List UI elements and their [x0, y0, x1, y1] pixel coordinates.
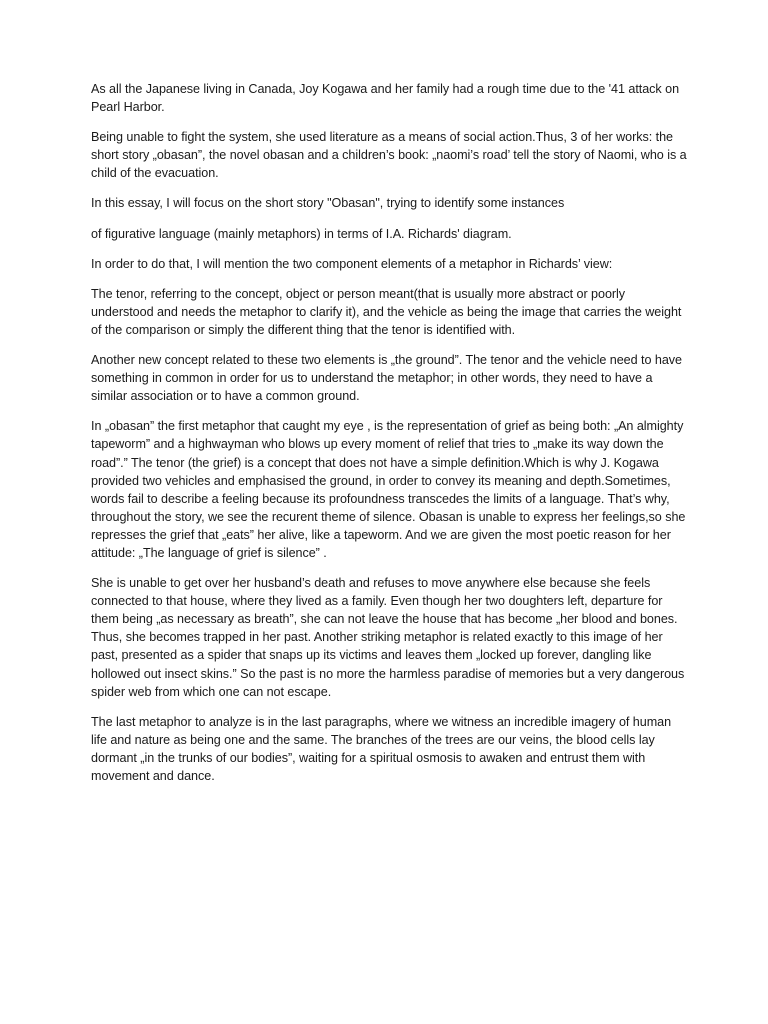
paragraph-tenor-vehicle: The tenor, referring to the concept, object or person meant(that is usually more abstract or poorly understood and needs the metaphor to clarify it), and the vehicle as being the image that carries the weight of the comparison or simply the different thing that the tenor is identified with.	[91, 286, 682, 337]
paragraph-ground: Another new concept related to these two elements is „the ground”. The tenor and the vehicle need to have something in common in order for us to understand the metaphor; in other words, they need to have a similar association or to have a common ground.	[91, 353, 682, 404]
paragraph-grief-metaphor: In „obasan” the first metaphor that caught my eye , is the representation of grief as being both: „An almighty tapeworm” and a highwayman who blows up every moment of relief that tries to „make its way down the road”.” The tenor (the grief) is a concept that does not have a simple definition.Which is why J. Kogawa provided two vehicles and emphasised the ground, in order to convey its meaning and depth.Sometimes, words fail to describe a feeling because its profoundness transcedes the limits of a language. That’s why, throughout the story, we see the recurent theme of silence. Obasan is unable to express her feelings,so she represses the grief that „eats” her alive, like a tapeworm. And we are given the most poetic reason for her attitude: „The language of grief is silence” .	[91, 419, 686, 560]
document-body	[91, 80, 687, 797]
paragraph-literature: Being unable to fight the system, she used literature as a means of social action.Thus, 3 of her works: the short story „obasan”, the novel obasan and a children’s book: „naomi’s road’ tell the story of Naomi, who is a child of the evacuation.	[91, 130, 687, 181]
paragraph-nature-metaphor: The last metaphor to analyze is in the last paragraphs, where we witness an incredible imagery of human life and nature as being one and the same. The branches of the trees are our veins, the blood cells lay dormant „in the trunks of our bodies”, waiting for a spiritual osmosis to awaken and entrust them with movement and dance.	[91, 714, 672, 783]
paragraph-components: In order to do that, I will mention the two component elements of a metaphor in Richards’ view:	[91, 256, 613, 271]
paragraph-past-metaphor: She is unable to get over her husband’s death and refuses to move anywhere else because she feels connected to that house, where they lived as a family. Even though her two doughters left, departure for them being „as necessary as breath”, she can not leave the house that has become „her blood and bones. Thus, she becomes trapped in her past. Another striking metaphor is related exactly to this image of her past, presented as a spider that snaps up its victims and leaves them „locked up forever, dangling like hollowed out insect skins.” So the past is no more the harmless paradise of memories but a very dangerous spider web from which one can not escape.	[91, 576, 685, 699]
paragraph-essay-focus: In this essay, I will focus on the short story "Obasan", trying to identify some instances	[91, 196, 565, 211]
paragraph-figurative-language: of figurative language (mainly metaphors) in terms of I.A. Richards' diagram.	[91, 226, 512, 241]
paragraph-intro: As all the Japanese living in Canada, Joy Kogawa and her family had a rough time due to the '41 attack on Pearl Harbor.	[91, 82, 680, 115]
